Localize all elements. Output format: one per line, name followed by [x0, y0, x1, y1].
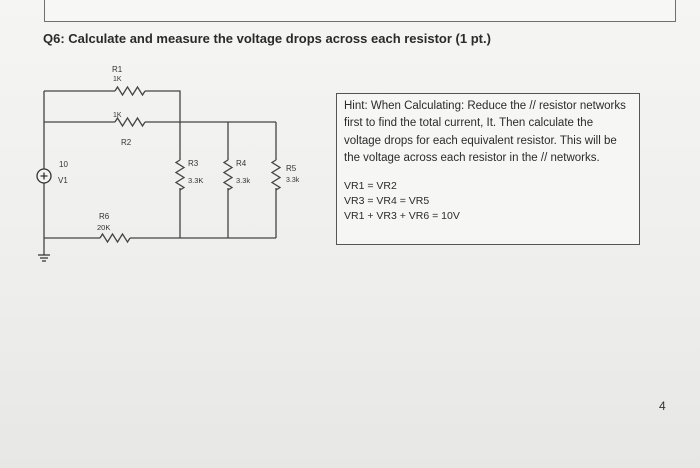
equations-list: [344, 179, 631, 224]
r1-name-label: R1: [112, 65, 123, 74]
resistor-r6-symbol: [100, 234, 130, 242]
hint-text: Hint: When Calculating: Reduce the // resistor networks first to find the total current, It. Then calculate the voltage drops for each equivalent resistor. This will be the voltage across each resistor in the // networks.: [344, 100, 626, 164]
equation-3: VR1 + VR3 + VR6 = 10V: [344, 210, 460, 223]
resistor-r4-symbol: [224, 160, 232, 190]
equation-1: VR1 = VR2: [344, 180, 397, 193]
source-name-label: V1: [58, 176, 68, 185]
r5-name-label: R5: [286, 164, 297, 173]
resistor-r3-symbol: [176, 160, 184, 190]
r4-value-label: 3.3k: [236, 176, 251, 185]
r5-value-label: 3.3k: [286, 177, 300, 184]
equation-2: VR3 = VR4 = VR5: [344, 195, 430, 208]
page-number: 4: [659, 399, 666, 413]
r3-name-label: R3: [188, 159, 199, 168]
r1-value-label: 1K: [113, 76, 122, 83]
question-text: Q6: Calculate and measure the voltage drops across each resistor (1 pt.): [43, 31, 491, 46]
hint-box: [336, 93, 640, 245]
wire-top: [44, 91, 180, 122]
resistor-r2-symbol: [115, 118, 145, 126]
resistor-r5-symbol: [272, 160, 280, 190]
resistor-r1-symbol: [115, 87, 145, 95]
r2-name-label: R2: [121, 138, 132, 147]
r6-value-label: 20K: [97, 223, 111, 232]
ground-symbol: [38, 255, 50, 261]
source-value-label: 10: [59, 160, 68, 169]
r2-value-label: 1K: [113, 112, 122, 119]
r4-name-label: R4: [236, 159, 247, 168]
voltage-source-symbol: [37, 169, 51, 183]
r3-value-label: 3.3K: [188, 176, 204, 185]
r6-name-label: R6: [99, 212, 110, 221]
